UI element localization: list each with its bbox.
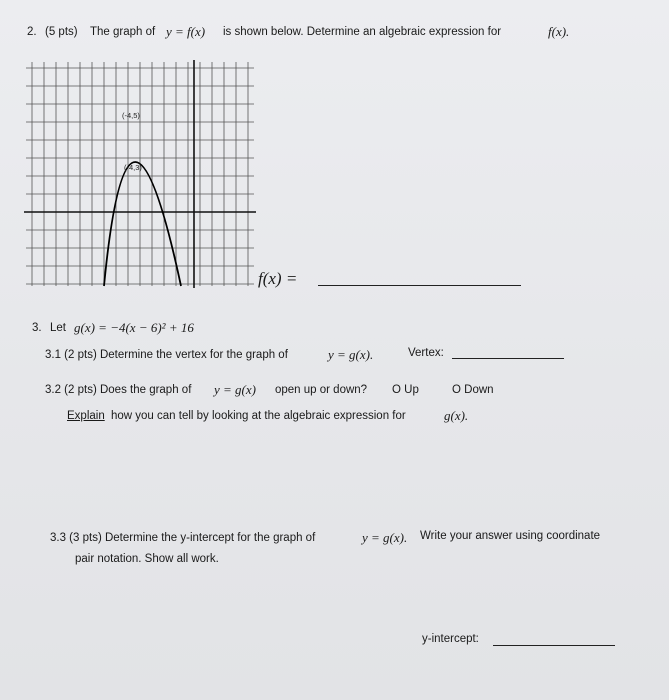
q2-number: 2. xyxy=(27,26,37,38)
q3-2-label-b: open up or down? xyxy=(275,384,368,396)
q3-text: Let xyxy=(50,322,66,334)
fx-answer-line[interactable] xyxy=(318,285,521,286)
explain-text: how you can tell by looking at the algebraic expression for xyxy=(111,410,406,422)
point-label-vertex: (-4,5) xyxy=(122,111,140,120)
fx-answer-label: f(x) = xyxy=(258,269,298,288)
vertex-label: Vertex: xyxy=(408,347,444,359)
y-intercept-label: y-intercept: xyxy=(422,633,479,645)
q2-text-a: The graph of xyxy=(90,26,156,38)
q3-2-label: 3.2 (2 pts) Does the graph of xyxy=(45,384,192,396)
graph-grid xyxy=(26,62,254,286)
q2-expr-b: f(x). xyxy=(548,24,570,39)
y-intercept-answer-line[interactable] xyxy=(493,645,615,646)
q3-3-line2: pair notation. Show all work. xyxy=(75,553,219,565)
parabola-curve xyxy=(104,162,181,286)
explain-expr: g(x). xyxy=(444,408,469,423)
vertex-answer-line[interactable] xyxy=(452,358,564,359)
q2-points: (5 pts) xyxy=(45,26,78,38)
q2-expr-a: y = f(x) xyxy=(166,24,206,39)
point-label-second: (-4,3) xyxy=(124,163,142,172)
q3-number: 3. xyxy=(32,322,42,334)
q3-3-expr: y = g(x). xyxy=(362,530,408,545)
option-down[interactable]: O Down xyxy=(452,384,494,396)
q3-definition: g(x) = −4(x − 6)² + 16 xyxy=(74,320,194,335)
q3-1-expr: y = g(x). xyxy=(328,347,374,362)
q3-3-label: 3.3 (3 pts) Determine the y-intercept for the graph of xyxy=(50,532,316,544)
option-up[interactable]: O Up xyxy=(392,384,419,396)
q2-text-b: is shown below. Determine an algebraic expression for xyxy=(223,26,502,38)
parabola-graph xyxy=(22,58,258,290)
q3-3-label-b: Write your answer using coordinate xyxy=(420,530,601,542)
explain-word: Explain xyxy=(67,410,105,422)
q3-2-expr: y = g(x) xyxy=(214,382,256,397)
q3-1-label: 3.1 (2 pts) Determine the vertex for the graph of xyxy=(45,349,288,361)
